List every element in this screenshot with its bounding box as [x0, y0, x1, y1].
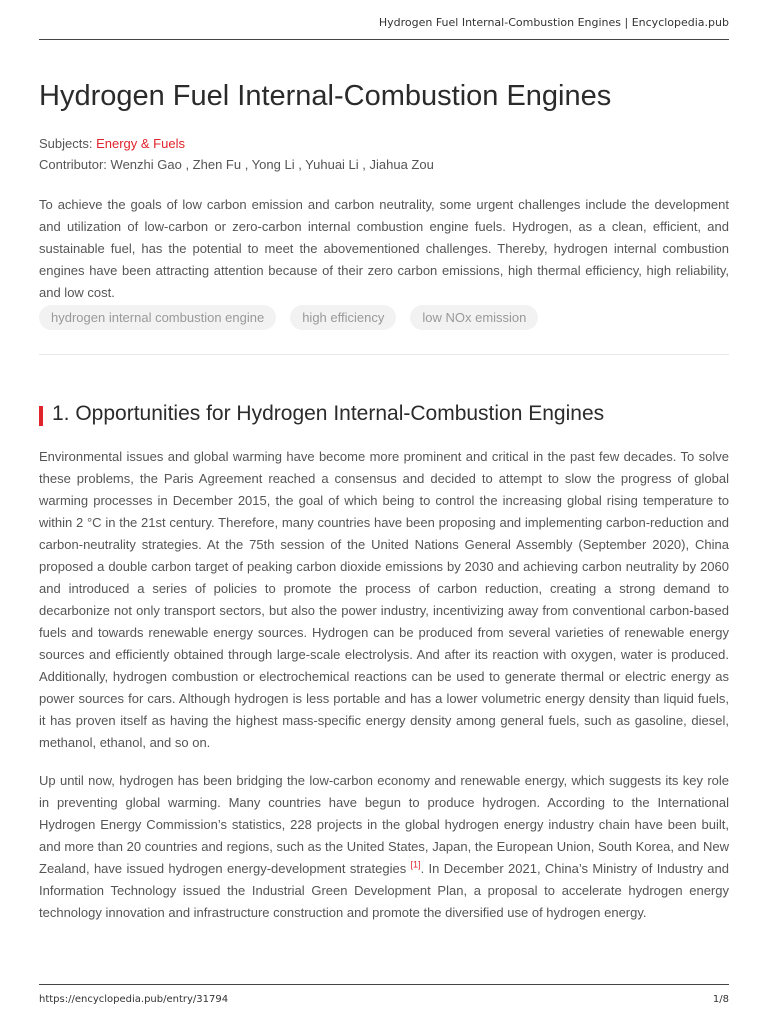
footer-url[interactable]: https://encyclopedia.pub/entry/31794	[39, 994, 229, 1005]
keyword-tag[interactable]: high efficiency	[290, 305, 396, 330]
page-number: 1/8	[712, 994, 729, 1005]
page-footer	[39, 984, 729, 1005]
body-paragraph-2	[39, 770, 729, 924]
keyword-tag[interactable]: low NOx emission	[410, 305, 538, 330]
contributor-line: Contributor: Wenzhi Gao , Zhen Fu , Yong Li , Yuhuai Li , Jiahua Zou	[39, 157, 434, 172]
citation-link[interactable]: [1]	[410, 859, 421, 870]
subjects-label: Subjects:	[39, 136, 97, 151]
page-title: Hydrogen Fuel Internal-Combustion Engines	[39, 80, 612, 112]
section-heading: 1. Opportunities for Hydrogen Internal-Combustion Engines	[52, 402, 605, 425]
running-title: Hydrogen Fuel Internal-Combustion Engines | Encyclopedia.pub	[378, 16, 729, 29]
keyword-tags	[39, 305, 538, 330]
divider	[39, 354, 729, 355]
subjects-line	[39, 136, 185, 151]
section-marker	[39, 406, 43, 426]
body-paragraph-1: Environmental issues and global warming have become more prominent and critical in the past few decades. To solve these problems, the Paris Agreement reached a consensus and decided to attempt to slow the progress of global warming processes in December 2015, the goal of which being to control the increasing global rising temperature to within 2 °C in the 21st century. Therefore, many countries have been proposing and implementing carbon-reduction and carbon-neutrality strategies. At the 75th session of the United Nations General Assembly (September 2020), China proposed a double carbon target of peaking carbon dioxide emissions by 2030 and achieving carbon neutrality by 2060 and introduced a series of policies to promote the process of carbon reduction, creating a strong demand to decarbonize not only transport sectors, but also the power industry, incentivizing away from conventional carbon-based fuels and towards renewable energy sources. Hydrogen can be produced from several varieties of renewable energy sources and efficiently obtained through large-scale electrolysis. And after its reaction with oxygen, water is produced. Additionally, hydrogen combustion or electrochemical reactions can be used to generate thermal or electric energy as power sources for cars. Although hydrogen is less portable and has a lower volumetric energy density than liquid fuels, it has proven itself as having the highest mass-specific energy density among general fuels, such as gasoline, diesel, methanol, ethanol, and so on.	[39, 449, 729, 750]
page-header	[39, 0, 729, 40]
keyword-tag[interactable]: hydrogen internal combustion engine	[39, 305, 276, 330]
subject-link[interactable]: Energy & Fuels	[96, 136, 185, 151]
paragraph-text: Up until now, hydrogen has been bridging the low-carbon economy and renewable energy, which suggests its key role in preventing global warming. Many countries have begun to produce hydrogen. According to the International Hydrogen Energy Commission’s statistics, 228 projects in the global hydrogen energy industry chain have been built, and more than 20 countries and regions, such as the United States, Japan, the European Union, South Korea, and New Zealand, have issued hydrogen energy-development strategies	[39, 773, 729, 876]
abstract: To achieve the goals of low carbon emission and carbon neutrality, some urgent challenges include the development and utilization of low-carbon or zero-carbon internal combustion engine fuels. Hydrogen, as a clean, efficient, and sustainable fuel, has the potential to meet the abovementioned challenges. Thereby, hydrogen internal combustion engines have been attracting attention because of their zero carbon emissions, high thermal efficiency, high reliability, and low cost.	[39, 197, 729, 300]
paragraph-text: . In December 2021, China’s Ministry of Industry and Information Technology issued the Industrial Green Development Plan, a proposal to accelerate hydrogen energy technology innovation and infrastructure construction and promote the diversified use of hydrogen energy.	[39, 861, 729, 920]
